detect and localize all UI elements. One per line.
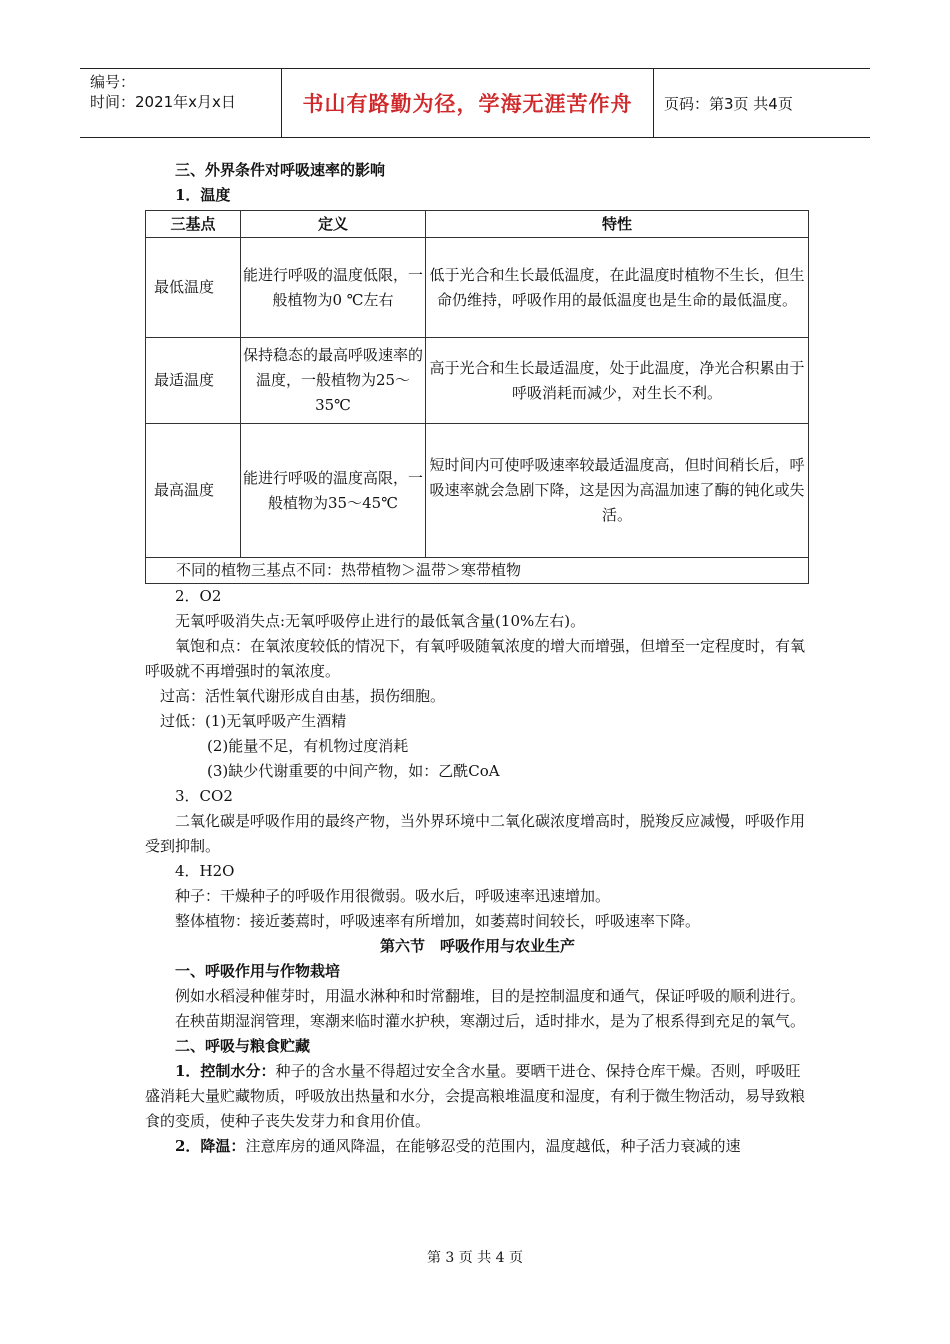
header-cell: 三基点 xyxy=(146,211,241,238)
s6-1-paragraph: 在秧苗期湿润管理，寒潮来临时灌水护秧，寒潮过后，适时排水，是为了根系得到充足的氧气。 xyxy=(175,1012,806,1030)
s6-2-paragraph xyxy=(145,1134,810,1159)
header-motto-box xyxy=(282,69,654,137)
h2o-paragraph: 种子：干燥种子的呼吸作用很微弱。吸水后，呼吸速率迅速增加。 xyxy=(175,887,611,905)
temperature-table xyxy=(145,210,809,584)
s6-2-p1-text: 种子的含水量不得超过安全含水量。要晒干进仓、保持仓库干燥。否则，呼吸旺盛消耗大量贮藏物质，呼吸放出热量和水分，会提高粮堆温度和湿度，有利于微生物活动，易导致粮食的变质，使种子丧失发芽力和食用价值。 xyxy=(145,1062,806,1130)
s6-2-p1-head: 1．控制水分： xyxy=(175,1062,276,1080)
feature-cell: 短时间内可使呼吸速率较最适温度高，但时间稍长后，呼吸速率就会急剧下降，这是因为高温加速了酶的钝化或失活。 xyxy=(426,424,809,558)
co2-paragraph: 二氧化碳是呼吸作用的最终产物，当外界环境中二氧化碳浓度增高时，脱羧反应减慢，呼吸作用受到抑制。 xyxy=(145,812,806,855)
h2o-paragraph: 整体植物：接近萎蔫时，呼吸速率有所增加，如萎蔫时间较长，呼吸速率下降。 xyxy=(175,912,701,930)
s6-2-title: 二、呼吸与粮食贮藏 xyxy=(175,1037,311,1055)
page-info: 页码：第3页 共4页 xyxy=(664,94,793,113)
s6-2-p2-head: 2．降温： xyxy=(175,1137,246,1155)
co2-title: 3．CO2 xyxy=(175,787,233,805)
o2-paragraph: 过高：活性氧代谢形成自由基，损伤细胞。 xyxy=(160,687,446,705)
s6-2-p2-text: 注意库房的通风降温，在能够忍受的范围内，温度越低，种子活力衰减的速 xyxy=(245,1137,741,1155)
number-label: 编号： xyxy=(90,73,136,91)
section6-title: 第六节 呼吸作用与农业生产 xyxy=(379,937,575,955)
section3-title: 三、外界条件对呼吸速率的影响 xyxy=(175,161,386,179)
feature-cell: 低于光合和生长最低温度，在此温度时植物不生长，但生命仍维持，呼吸作用的最低温度也是生命的最低温度。 xyxy=(426,238,809,338)
header-meta xyxy=(80,69,282,137)
point-cell: 最适温度 xyxy=(146,338,241,424)
document-body xyxy=(145,158,810,1159)
table-header-row xyxy=(146,211,809,238)
header-cell: 定义 xyxy=(241,211,426,238)
o2-paragraph: 无氧呼吸消失点:无氧呼吸停止进行的最低氧含量(10%左右)。 xyxy=(175,612,586,630)
o2-paragraph: 氧饱和点：在氧浓度较低的情况下，有氧呼吸随氧浓度的增大而增强，但增至一定程度时，有氧呼吸就不再增强时的氧浓度。 xyxy=(145,637,806,680)
h2o-title: 4．H2O xyxy=(175,862,235,880)
feature-cell: 高于光合和生长最适温度，处于此温度，净光合积累由于呼吸消耗而减少，对生长不利。 xyxy=(426,338,809,424)
s6-2-paragraph xyxy=(145,1059,810,1134)
o2-paragraph: 过低：(1)无氧呼吸产生酒精 xyxy=(160,712,347,730)
point-cell: 最高温度 xyxy=(146,424,241,558)
table-footer-row xyxy=(146,558,809,584)
page-header xyxy=(80,68,870,138)
o2-title: 2．O2 xyxy=(175,587,222,605)
point-cell: 最低温度 xyxy=(146,238,241,338)
page-footer: 第 3 页 共 4 页 xyxy=(426,1250,524,1266)
definition-cell: 能进行呼吸的温度高限，一般植物为35～45℃ xyxy=(241,424,426,558)
definition-cell: 能进行呼吸的温度低限，一般植物为0 ℃左右 xyxy=(241,238,426,338)
definition-cell: 保持稳态的最高呼吸速率的温度，一般植物为25～35℃ xyxy=(241,338,426,424)
table-row xyxy=(146,238,809,338)
time-label: 时间：2021年x月x日 xyxy=(90,93,236,111)
table-row xyxy=(146,338,809,424)
table-row xyxy=(146,424,809,558)
temperature-title: 1．温度 xyxy=(175,186,231,204)
o2-paragraph: (2)能量不足，有机物过度消耗 xyxy=(207,737,409,755)
s6-1-title: 一、呼吸作用与作物栽培 xyxy=(175,962,341,980)
header-cell: 特性 xyxy=(426,211,809,238)
motto: 书山有路勤为径，学海无涯苦作舟 xyxy=(302,92,633,116)
table-footer-cell: 不同的植物三基点不同：热带植物＞温带＞寒带植物 xyxy=(146,558,809,584)
o2-paragraph: (3)缺少代谢重要的中间产物，如：乙酰CoA xyxy=(207,762,500,780)
s6-1-paragraph: 例如水稻浸种催芽时，用温水淋种和时常翻堆，目的是控制温度和通气，保证呼吸的顺利进行。 xyxy=(175,987,806,1005)
